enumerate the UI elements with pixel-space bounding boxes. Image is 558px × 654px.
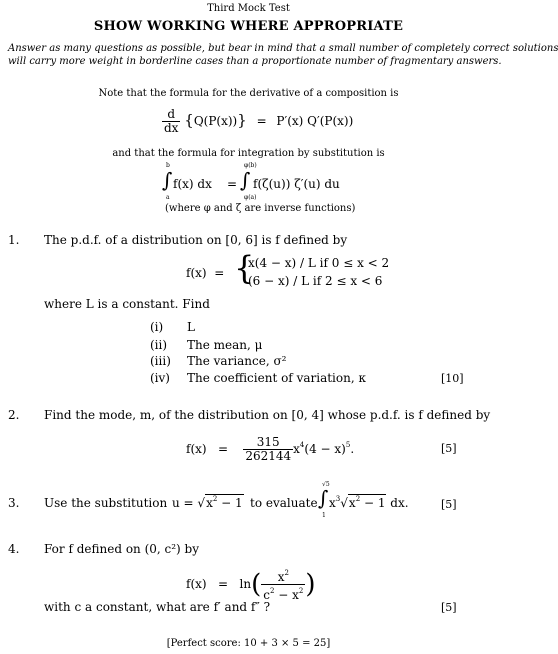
question-4-formula: f(x) = ln( $\frac{x^2}{c^2 - x^2}$ ): [186, 569, 316, 602]
question-1-part-text: The variance, σ²: [187, 354, 287, 368]
question-1-part-label: (iv): [150, 371, 170, 385]
exam-name: Third Mock Test: [207, 3, 290, 14]
question-1-part-label: (ii): [150, 338, 168, 352]
question-1-case-1: x(4 − x) / L if 0 ≤ x < 2: [248, 256, 390, 270]
question-2-formula: f(x) = $\frac{315}{262144}$ $x^4(4 - x)^5$.: [186, 435, 355, 463]
question-1-text: The p.d.f. of a distribution on [0, 6] is f defined by: [44, 233, 348, 247]
question-4-text: For f defined on (0, c²) by: [44, 542, 200, 556]
question-2-denominator: 262144: [245, 449, 292, 463]
question-1-part-label: (i): [150, 320, 164, 334]
question-1-followup: where L is a constant. Find: [44, 297, 210, 311]
question-1-part-text: The coefficient of variation, κ: [187, 371, 366, 385]
question-1-number: 1.: [8, 233, 20, 247]
question-1-part-text: The mean, μ: [187, 338, 263, 352]
question-3-substitution: $u = √x^2 - 1$: [172, 495, 243, 510]
inverse-note: (where φ and ζ are inverse functions): [165, 203, 356, 214]
question-2-marks: [5]: [441, 442, 457, 455]
question-4-marks: [5]: [441, 601, 457, 614]
instructions-line-1: Answer as many questions as possible, but bear in mind that a small number of completely correct solutions: [8, 43, 558, 54]
question-3-number: 3.: [8, 496, 20, 510]
question-2-numerator: 315: [243, 436, 293, 450]
derivative-formula: $\frac{d}{dx}$ {Q(P(x))} = P′(x) Q′(P(x)): [164, 107, 354, 135]
question-3-marks: [5]: [441, 498, 457, 511]
question-4-followup: with c a constant, what are f′ and f″ ?: [44, 600, 271, 614]
question-1-part-label: (iii): [150, 354, 171, 368]
derivative-note: Note that the formula for the derivative of a composition is: [98, 88, 399, 99]
perfect-score: [Perfect score: 10 + 3 × 5 = 25]: [166, 638, 331, 649]
question-1-function-lhs: f(x) =: [186, 266, 225, 280]
instructions-line-2: will carry more weight in borderline cases than a proportionate number of fragmentary answers.: [8, 56, 502, 67]
question-2-text: Find the mode, m, of the distribution on [0, 4] whose p.d.f. is f defined by: [44, 408, 491, 422]
question-1-part-text: L: [187, 320, 195, 334]
question-1-marks: [10]: [441, 372, 464, 385]
page-heading: SHOW WORKING WHERE APPROPRIATE: [93, 19, 404, 34]
question-1-brace: {: [234, 249, 255, 287]
question-1-case-2: (6 − x) / L if 2 ≤ x < 6: [248, 274, 383, 288]
question-2-number: 2.: [8, 408, 20, 422]
question-3-text-middle: to evaluate: [250, 496, 318, 510]
integration-note: and that the formula for integration by substitution is: [112, 148, 385, 159]
question-4-number: 4.: [8, 542, 20, 556]
question-3-text-before: Use the substitution: [44, 496, 168, 510]
